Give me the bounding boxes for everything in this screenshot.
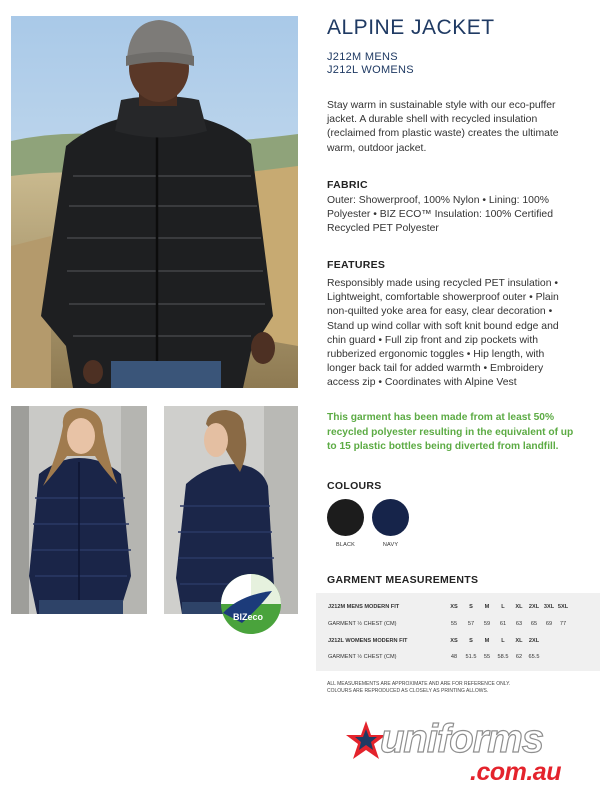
- size-cell: 5XL: [557, 604, 569, 610]
- womens-chest-label: GARMENT ½ CHEST (CM): [328, 654, 397, 660]
- fabric-text: Outer: Showerproof, 100% Nylon • Lining: 100% Polyester • BIZ ECO™ Insulation: 100% Certified Recycled PET Polyester: [327, 195, 553, 235]
- product-intro: Stay warm in sustainable style with our eco-puffer jacket. A durable shell with recycled insulation (reclaimed from plastic waste) creates the ultimate warm, outdoor jacket.: [327, 100, 559, 154]
- chest-cell: 55: [450, 621, 458, 627]
- product-code-mens: J212M MENS: [327, 51, 398, 63]
- size-cell: S: [469, 604, 473, 610]
- measurements-heading: GARMENT MEASUREMENTS: [327, 574, 479, 586]
- logo-wordmark: uniforms: [380, 717, 544, 761]
- chest-cell: 62: [515, 654, 523, 660]
- colours-heading: COLOURS: [327, 480, 382, 492]
- main-product-photo: [11, 16, 298, 388]
- women-front-photo: [11, 406, 147, 614]
- product-codes: [327, 51, 414, 77]
- chest-cell: 59: [483, 621, 491, 627]
- size-cell: 3XL: [543, 604, 555, 610]
- biz-eco-badge: [220, 573, 282, 635]
- chest-cell: 57: [467, 621, 475, 627]
- chest-cell: 55: [483, 654, 491, 660]
- chest-cell: 48: [450, 654, 458, 660]
- product-title: ALPINE JACKET: [327, 16, 495, 39]
- man-wearing-black-jacket-image: [11, 16, 298, 388]
- woman-wearing-navy-jacket-front-image: [11, 406, 147, 614]
- logo-domain: .com.au: [470, 758, 561, 786]
- features-text: Responsibly made using recycled PET insulation • Lightweight, comfortable showerproof outer • Plain non-quilted yoke area for easy, clear decoration • Stand up wind collar with soft knit bound edge and chin guard • Full zip front and zip pockets with rubberized ergonomic toggles • Hip length, with longer back tail for added warmth • Embroidery access zip • Coordinates with Alpine Vest: [327, 278, 559, 389]
- colour-label-navy: NAVY: [382, 542, 399, 548]
- fabric-heading: FABRIC: [327, 179, 368, 191]
- colour-label-black: BLACK: [335, 542, 356, 548]
- size-cell: XS: [450, 638, 458, 644]
- measurements-table: [316, 593, 600, 671]
- chest-cell: 69: [545, 621, 553, 627]
- uniforms-logo[interactable]: [344, 715, 594, 790]
- measurement-note-line: ALL MEASUREMENTS ARE APPROXIMATE AND ARE FOR REFERENCE ONLY.: [327, 681, 511, 687]
- size-cell: XS: [450, 604, 458, 610]
- chest-cell: 61: [499, 621, 507, 627]
- size-cell: L: [501, 604, 505, 610]
- measurement-note-line: COLOURS ARE REPRODUCED AS CLOSELY AS PRINTING ALLOWS.: [327, 687, 489, 694]
- chest-cell: 63: [515, 621, 523, 627]
- womens-fit-label: J212L WOMENS MODERN FIT: [328, 638, 408, 644]
- size-cell: 2XL: [528, 604, 540, 610]
- eco-statement: This garment has been made from at least 50% recycled polyester resulting in the equivalent of up to 15 plastic bottles being diverted from landfill.: [327, 412, 574, 452]
- biz-eco-badge-text: BIZeco: [233, 612, 264, 622]
- colour-swatch-black[interactable]: [327, 499, 364, 536]
- mens-chest-label: GARMENT ½ CHEST (CM): [328, 621, 397, 627]
- size-cell: S: [469, 638, 473, 644]
- mens-fit-label: J212M MENS MODERN FIT: [328, 604, 400, 610]
- chest-cell: 58.5: [497, 654, 509, 660]
- size-cell: L: [501, 638, 505, 644]
- chest-cell: 65: [530, 621, 538, 627]
- size-cell: XL: [515, 638, 523, 644]
- size-cell: M: [484, 638, 490, 644]
- product-code-womens: J212L WOMENS: [327, 64, 414, 76]
- chest-cell: 51.5: [465, 654, 477, 660]
- biz-eco-logo-icon: [220, 573, 282, 635]
- chest-cell: 65.5: [528, 654, 540, 660]
- size-cell: M: [484, 604, 490, 610]
- colour-swatch-navy[interactable]: [372, 499, 409, 536]
- chest-cell: 77: [559, 621, 567, 627]
- features-heading: FEATURES: [327, 259, 386, 271]
- measurement-note: [327, 681, 510, 694]
- size-cell: XL: [515, 604, 523, 610]
- size-cell: 2XL: [528, 638, 540, 644]
